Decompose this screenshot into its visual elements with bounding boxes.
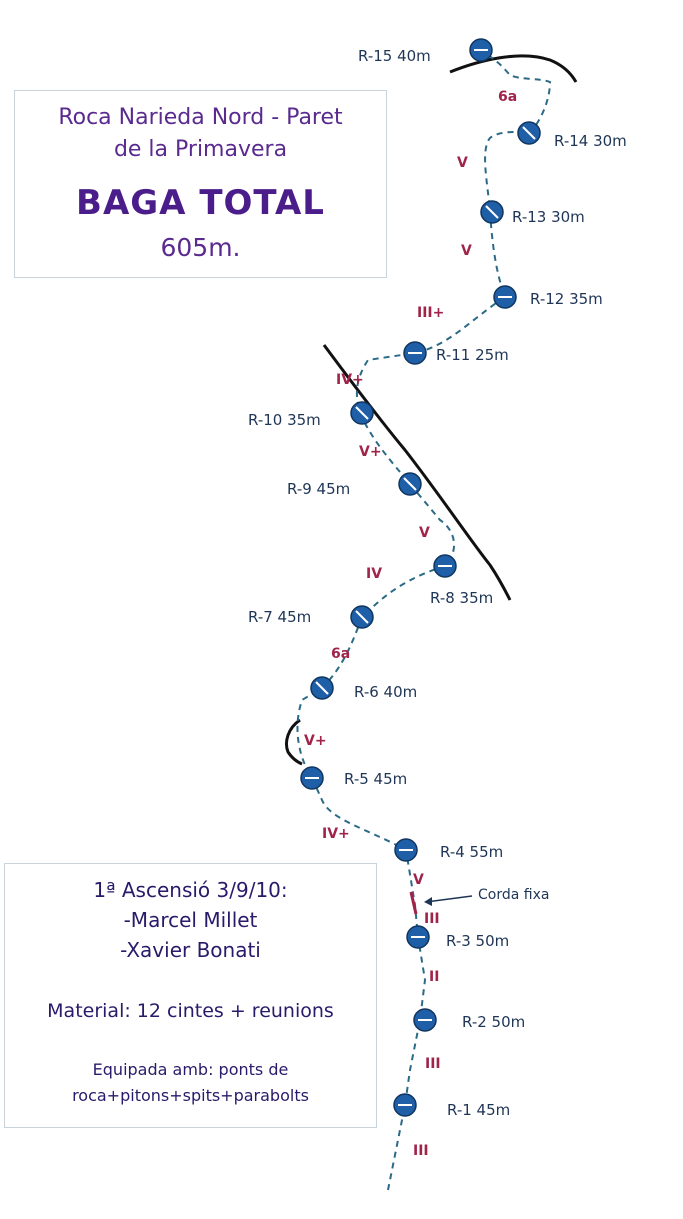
material: Material: 12 cintes + reunions [47, 1000, 334, 1022]
grade-label: III [424, 911, 440, 927]
anchor-label: R-4 55m [440, 843, 504, 861]
grade-label: V [419, 525, 430, 541]
equipment-line-2: roca+pitons+spits+parabolts [72, 1086, 309, 1105]
grade-label: IV+ [322, 826, 350, 842]
anchor-label: R-6 40m [354, 683, 418, 701]
arrow-head-icon [424, 897, 432, 906]
grade-label: III [413, 1143, 429, 1159]
info-box [4, 863, 377, 1128]
anchor-label: R-7 45m [248, 608, 312, 626]
anchor-label: R-13 30m [512, 208, 585, 226]
wall-name: de la Primavera [113, 137, 288, 162]
bulge-rock-edge [287, 720, 303, 764]
route-name: BAGA TOTAL [76, 183, 325, 223]
grade-label: III [425, 1056, 441, 1072]
first-ascent: 1ª Ascensió 3/9/10: [93, 878, 288, 902]
grade-label: V+ [304, 733, 327, 749]
crag-name: Roca Narieda Nord - Paret [58, 105, 343, 130]
anchor-label: R-8 35m [430, 589, 494, 607]
fixed-rope-label: Corda fixa [478, 887, 550, 903]
anchor-label: R-12 35m [530, 290, 603, 308]
grade-label: V+ [359, 444, 382, 460]
climber-1: -Marcel Millet [123, 908, 258, 932]
anchor-label: R-2 50m [462, 1013, 526, 1031]
grade-label: V [461, 243, 472, 259]
anchor-label: R-11 25m [436, 346, 509, 364]
grade-label: IV [366, 566, 383, 582]
anchor-label: R-1 45m [447, 1101, 511, 1119]
grade-label: 6a [498, 89, 518, 105]
route-length: 605m. [160, 233, 241, 262]
top-rock-edge [450, 56, 576, 82]
grade-label: IV+ [336, 372, 364, 388]
anchor-label: R-15 40m [358, 47, 431, 65]
anchor-label: R-10 35m [248, 411, 321, 429]
anchor-label: R-9 45m [287, 480, 351, 498]
grade-label: II [429, 969, 440, 985]
fixed-rope-arrow [426, 896, 472, 902]
grade-label: V [457, 155, 468, 171]
grade-label: V [413, 872, 424, 888]
grade-label: 6a [331, 646, 351, 662]
title-box [14, 90, 387, 278]
climber-2: -Xavier Bonati [120, 938, 261, 962]
anchor-label: R-3 50m [446, 932, 510, 950]
grade-label: III+ [417, 305, 445, 321]
anchor-label: R-14 30m [554, 132, 627, 150]
equipment-line-1: Equipada amb: ponts de [92, 1060, 289, 1079]
anchor-label: R-5 45m [344, 770, 408, 788]
